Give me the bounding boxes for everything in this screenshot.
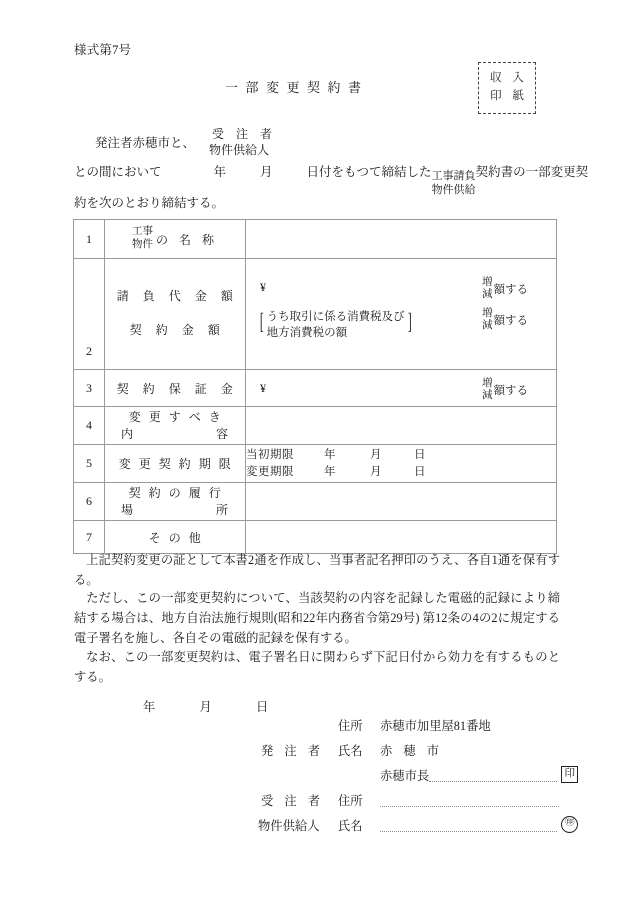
increase-decrease-tax[interactable] <box>482 308 528 333</box>
orderer-name-label: 氏名 <box>338 743 363 758</box>
revised-term-row <box>246 464 556 481</box>
row-label-1-works: 工事 <box>131 226 153 238</box>
row-label-7: そ の 他 <box>105 521 246 554</box>
row-number-4: 4 <box>74 407 105 445</box>
row-label-6-line1: 契 約 の 履 行 <box>128 486 224 501</box>
increase-decrease-deposit[interactable] <box>482 378 528 403</box>
row-value-6[interactable] <box>246 483 557 521</box>
amount-suffix: 額する <box>493 284 528 297</box>
clause-paragraph-2: ただし、この一部変更契約について、当該契約の内容を記録した電磁的記録により締結する場合は、地方自治法施行規則(昭和22年内務省令第29号) 第12条の4の2に規定する電子署名を施し、各自その電磁的記録を保有する。 <box>74 591 560 645</box>
contract-kind-supply: 物件供給 <box>431 183 476 196</box>
supplier-role-label: 物件供給人 <box>258 818 320 833</box>
row-label-6-left: 場 <box>121 502 135 517</box>
agreement-month: 月 <box>260 165 273 179</box>
orderer-signature-line[interactable] <box>429 768 557 782</box>
yen-symbol-price: ¥ <box>260 280 266 294</box>
row-label-1 <box>105 220 246 259</box>
row-number-6: 6 <box>74 483 105 521</box>
revised-term-year: 年 <box>324 465 336 478</box>
row-label-5: 変 更 契 約 期 限 <box>105 445 246 483</box>
increase-label: 増 <box>482 308 493 319</box>
agreement-line <box>74 162 588 195</box>
row-value-5[interactable] <box>246 445 557 483</box>
row-label-3: 契 約 保 証 金 <box>105 370 246 407</box>
agreement-text-b: 日付をもつて締結した <box>306 165 432 179</box>
clause-paragraph-1: 上記契約変更の証として本書2通を作成し、当事者記名押印のうえ、各自1通を保有する。 <box>74 553 560 587</box>
table-row <box>74 521 557 554</box>
row-number-3: 3 <box>74 370 105 407</box>
contract-items-table <box>73 219 557 554</box>
row-number-5: 5 <box>74 445 105 483</box>
row-value-1[interactable] <box>246 220 557 259</box>
form-number: 様式第7号 <box>74 43 132 57</box>
orderer-name-value: 赤 穂 市 <box>380 743 444 758</box>
revenue-stamp-line2: 印 紙 <box>490 90 528 102</box>
row-label-2-contract-price: 請 負 代 金 額 <box>116 289 239 304</box>
orderer-officer-title: 赤穂市長 <box>380 768 430 783</box>
row-label-1-rest: の 名 称 <box>155 232 218 247</box>
decrease-label: 減 <box>482 289 493 301</box>
contractor-address-line[interactable] <box>380 793 559 807</box>
row-value-2[interactable] <box>246 259 557 370</box>
increase-label: 増 <box>482 378 493 389</box>
contractor-role-label: 受 注 者 <box>261 793 325 808</box>
yen-symbol-deposit: ¥ <box>260 381 266 395</box>
signature-day: 日 <box>255 700 269 714</box>
contract-kind-works: 工事請負 <box>431 170 476 182</box>
signature-block <box>258 712 578 837</box>
orderer-officer-row[interactable] <box>258 762 578 787</box>
table-row <box>74 483 557 521</box>
row-label-4-right: 容 <box>215 426 229 441</box>
row-value-7[interactable] <box>246 521 557 554</box>
row-label-4-line1: 変 更 す べ き <box>128 410 224 425</box>
decrease-label: 減 <box>482 320 493 332</box>
row-value-4[interactable] <box>246 407 557 445</box>
table-row <box>74 407 557 445</box>
row-number-1: 1 <box>74 220 105 259</box>
contractor-address-row[interactable] <box>258 787 578 812</box>
original-term-day: 日 <box>414 448 426 461</box>
orderer-lead: 発注者赤穂市と、 <box>95 136 196 150</box>
contract-kind-stack <box>432 170 476 198</box>
agreement-line-2: 約を次のとおり締結する。 <box>74 196 225 210</box>
agreement-text-c: 契約書の一部変更契 <box>475 165 589 179</box>
orderer-address-row <box>258 712 578 737</box>
signature-date[interactable] <box>143 697 268 715</box>
tax-note-line2: 地方消費税の額 <box>266 326 348 339</box>
counterparty-role-supplier: 物件供給人 <box>209 143 270 158</box>
revenue-stamp-box <box>478 62 536 114</box>
original-term-month: 月 <box>370 448 382 461</box>
parties-line <box>95 126 277 158</box>
amount-suffix: 額する <box>493 315 528 328</box>
supplier-signature-line[interactable] <box>380 818 557 832</box>
row-label-4-left: 内 <box>121 426 135 441</box>
original-term-row <box>246 447 556 464</box>
row-label-1-supply: 物件 <box>131 239 153 250</box>
signature-year: 年 <box>143 700 156 714</box>
seal-icon-supplier[interactable]: ㊞ <box>561 816 578 833</box>
supplier-name-row[interactable] <box>258 812 578 837</box>
contractor-address-label: 住所 <box>338 793 363 808</box>
table-row <box>74 445 557 483</box>
revised-term-day: 日 <box>414 465 426 478</box>
row-value-3[interactable] <box>246 370 557 407</box>
row-label-6-right: 所 <box>215 502 229 517</box>
amount-suffix: 額する <box>493 385 528 398</box>
tax-note <box>258 310 413 341</box>
row-label-1-stack <box>132 226 153 251</box>
bracket-left-icon: [ <box>259 309 264 334</box>
row-label-6 <box>105 483 246 521</box>
row-label-2-contract-amount: 契 約 金 額 <box>129 323 226 337</box>
revised-term-label: 変更期限 <box>246 465 294 478</box>
signature-month: 月 <box>199 700 212 714</box>
table-row <box>74 370 557 407</box>
orderer-address-label: 住所 <box>338 718 363 733</box>
row-label-2 <box>105 259 246 370</box>
counterparty-role-contractor: 受 注 者 <box>212 127 277 141</box>
bracket-right-icon: ] <box>407 309 412 334</box>
revised-term-month: 月 <box>370 465 382 478</box>
counterparty-stack <box>209 126 277 158</box>
orderer-name-row <box>258 737 578 762</box>
agreement-year: 年 <box>213 165 227 179</box>
table-row <box>74 220 557 259</box>
row-number-7: 7 <box>74 521 105 554</box>
tax-note-line1: うち取引に係る消費税及び <box>266 311 405 323</box>
term-dates <box>246 447 556 480</box>
clause-paragraph-3: なお、この一部変更契約は、電子署名日に関わらず下記日付から効力を有するものとする。 <box>74 650 560 684</box>
table-row <box>74 259 557 370</box>
supplier-name-label: 氏名 <box>338 818 363 833</box>
row-label-4 <box>105 407 246 445</box>
revenue-stamp-line1: 収 入 <box>490 72 528 85</box>
seal-icon-orderer[interactable]: 印 <box>561 766 578 783</box>
row-number-2: 2 <box>74 259 105 370</box>
increase-label: 増 <box>482 277 493 288</box>
original-term-label: 当初期限 <box>246 448 294 461</box>
orderer-role-label: 発 注 者 <box>261 743 325 758</box>
page-title: 一部変更契約書 <box>225 80 369 95</box>
original-term-year: 年 <box>324 448 336 461</box>
decrease-label: 減 <box>482 390 493 402</box>
increase-decrease-price[interactable] <box>482 277 528 302</box>
agreement-text-a: との間において <box>74 165 162 179</box>
orderer-address-value: 赤穂市加里屋81番地 <box>380 718 491 733</box>
